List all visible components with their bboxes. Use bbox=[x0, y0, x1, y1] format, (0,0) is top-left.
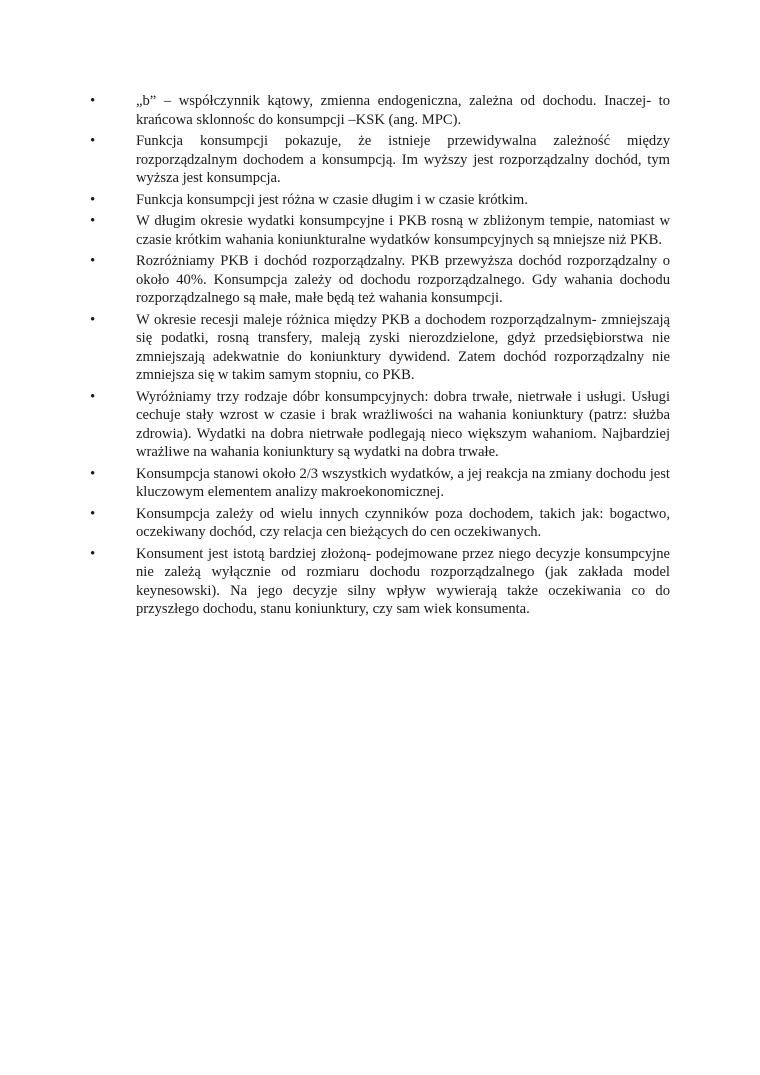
list-item-text: „b” – współczynnik kątowy, zmienna endogeniczna, zależna od dochodu. Inaczej- to krańcowa sklonnośc do konsumpcji –KSK (ang. MPC). bbox=[136, 93, 670, 128]
list-item-text: W okresie recesji maleje różnica między PKB a dochodem rozporządzalnym- zmniejszają się podatki, rosną transfery, maleją zyski nierozdzielone, gdyż przedsiębiorstwa nie zmniejszają adekwatnie do koniunktury dywidend. Zatem dochód rozporządzalny nie zmniejsza się w takim samym stopniu, co PKB. bbox=[136, 311, 670, 383]
list-item bbox=[88, 252, 670, 308]
list-item bbox=[88, 388, 670, 462]
list-item bbox=[88, 465, 670, 502]
list-item-text: Konsumpcja stanowi około 2/3 wszystkich wydatków, a jej reakcja na zmiany dochodu jest kluczowym elementem analizy makroekonomicznej. bbox=[136, 465, 670, 500]
list-item bbox=[88, 191, 670, 210]
list-item bbox=[88, 545, 670, 619]
bullet-icon: • bbox=[90, 191, 96, 208]
list-item bbox=[88, 311, 670, 385]
bullet-icon: • bbox=[90, 505, 96, 522]
list-item bbox=[88, 505, 670, 542]
bullet-icon: • bbox=[90, 253, 96, 269]
list-item bbox=[88, 92, 670, 129]
list-item-text: Konsument jest istotą bardziej złożoną- podejmowane przez niego decyzje konsumpcyjne nie zależą wyłącznie od rozmiaru dochodu rozporządzalnego (jak zakłada model keynesowski). Na jego decyzje silny wpływ wywierają także oczekiwania co do przyszłego dochodu, stanu koniunktury, czy sam wiek konsumenta. bbox=[136, 545, 670, 617]
list-item-text: Wyróżniamy trzy rodzaje dóbr konsumpcyjnych: dobra trwałe, nietrwałe i usługi. Usługi cechuje stały wzrost w czasie i brak wrażliwości na wahania koniunktury (patrz: służba zdrowia). Wydatki na dobra nietrwałe podlegają nieco większym wahaniom. Najbardziej wrażliwe na wahania koniunktury są wydatki na dobra trwałe. bbox=[136, 388, 670, 460]
list-item-text: Rozróżniamy PKB i dochód rozporządzalny. PKB przewyższa dochód rozporządzalny o około 40%. Konsumpcja zależy od dochodu rozporządzalnego. Gdy wahania dochodu rozporządzalnego są małe, małe będą też wahania konsumpcji. bbox=[136, 253, 670, 306]
list-item-text: Funkcja konsumpcji jest różna w czasie długim i w czasie krótkim. bbox=[136, 191, 528, 208]
list-item-text: Konsumpcja zależy od wielu innych czynników poza dochodem, takich jak: bogactwo, oczekiwany dochód, czy relacja cen bieżących do cen oczekiwanych. bbox=[136, 505, 670, 540]
bullet-list bbox=[88, 92, 670, 622]
list-item bbox=[88, 212, 670, 249]
bullet-icon: • bbox=[90, 213, 96, 229]
list-item bbox=[88, 132, 670, 188]
list-item-text: Funkcja konsumpcji pokazuje, że istnieje przewidywalna zależność między rozporządzalnym dochodem a konsumpcją. Im wyższy jest rozporządzalny dochód, tym wyższa jest konsumpcja. bbox=[136, 133, 670, 186]
bullet-icon: • bbox=[90, 545, 96, 562]
bullet-icon: • bbox=[90, 311, 96, 328]
bullet-icon: • bbox=[90, 133, 96, 149]
bullet-icon: • bbox=[90, 465, 96, 482]
list-item-text: W długim okresie wydatki konsumpcyjne i PKB rosną w zbliżonym tempie, natomiast w czasie krótkim wahania koniunkturalne wydatków konsumpcyjnych są mniejsze niż PKB. bbox=[136, 213, 670, 248]
bullet-icon: • bbox=[90, 388, 96, 405]
bullet-icon: • bbox=[90, 93, 96, 109]
